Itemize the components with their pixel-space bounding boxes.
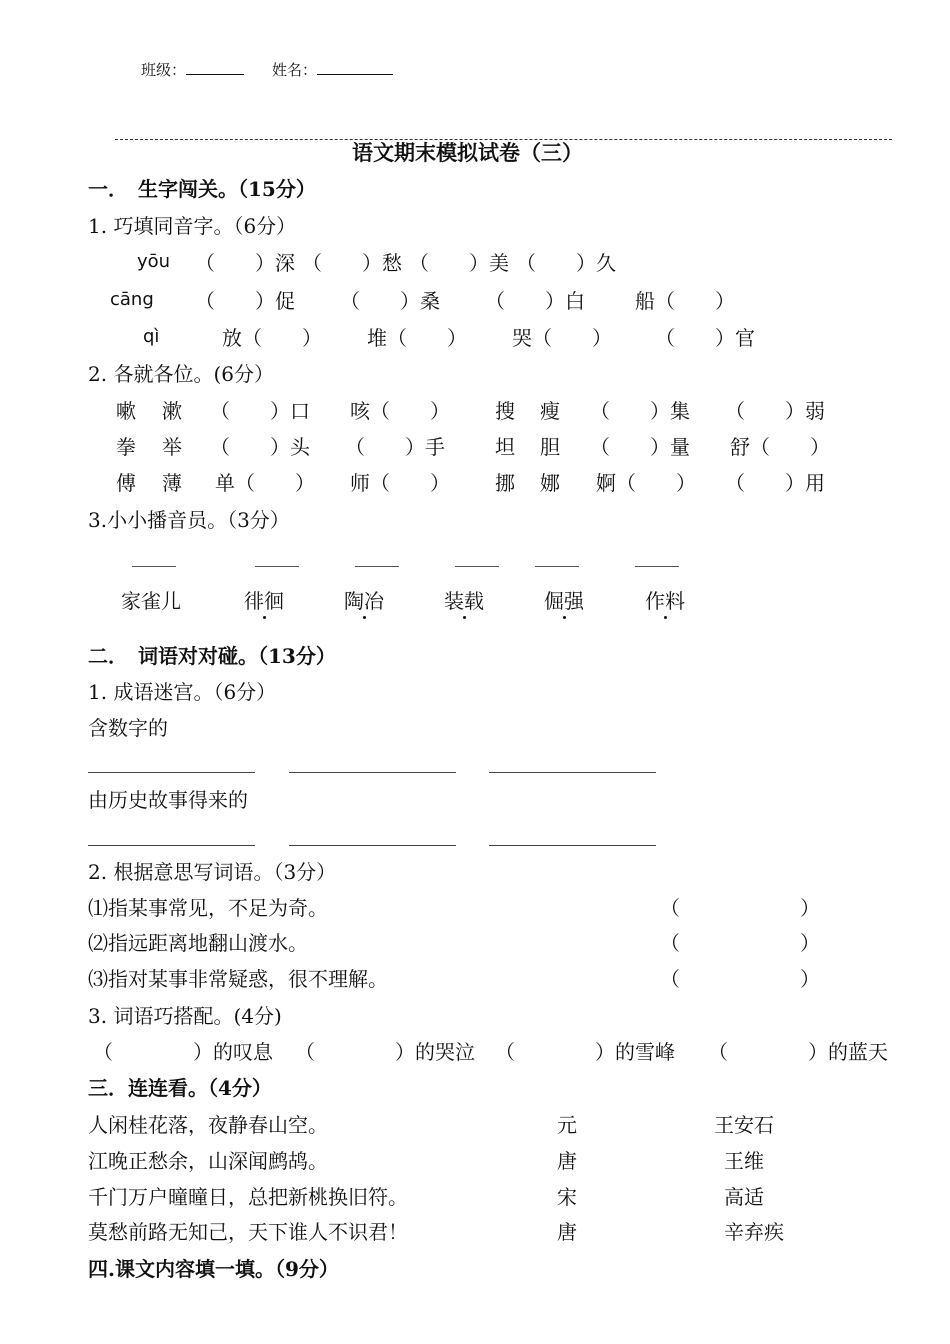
idiom-blank[interactable] [489,772,656,773]
char: 拳 [116,435,136,459]
q1-r2-item[interactable]: 船（ ） [635,289,735,313]
class-label: 班级： [141,61,187,79]
broadcast-word [645,591,685,611]
s2-q3-title: 3. 词语巧搭配。(4分) [88,1004,282,1028]
word-part: 陶冶 [344,589,384,613]
match-word: 的叹息 [213,1040,273,1064]
poem-line[interactable]: 莫愁前路无知己，天下谁人不识君！ [88,1220,408,1244]
idiom-blank[interactable] [289,772,456,773]
q1-r2-item[interactable]: （ ）桑 [340,289,440,313]
meaning-item: ⑴指某事常见，不足为奇。 [88,896,328,920]
q2-r3-item[interactable]: 婀（ ） [596,471,696,495]
s1-q3-title: 3.小小播音员。（3分） [88,508,290,532]
match-item [295,1042,475,1062]
s2-q1-title: 1. 成语迷宫。（6分） [88,680,277,704]
q1-r3-item[interactable]: 哭（ ） [512,326,612,350]
idiom-blank[interactable] [88,772,255,773]
meaning-item: ⑶指对某事非常疑惑，很不理解。 [88,967,388,991]
pinyin-you: yōu [137,251,171,272]
char: 娜 [540,471,560,495]
idiom-category: 由历史故事得来的 [88,788,248,812]
match-word: 的蓝天 [828,1040,888,1064]
section2-heading: 二． 词语对对碰。（13分） [88,644,336,668]
poet[interactable]: 高适 [724,1185,764,1209]
q1-r3-item[interactable]: （ ）官 [655,326,755,350]
match-word: 的哭泣 [415,1040,475,1064]
broadcast-word [544,591,584,611]
broadcast-word [244,591,284,611]
word-part: 家雀儿 [121,589,181,613]
q1-r1-item[interactable]: （ ）愁 [302,251,402,275]
class-field [141,60,244,78]
answer-paren[interactable]: （ ） [93,1040,213,1064]
char: 坦 [495,435,515,459]
char: 搜 [495,399,515,423]
page-title: 语文期末模拟试卷（三） [352,140,583,165]
answer-paren[interactable]: （ ） [295,1040,415,1064]
char: 嗽 [116,399,136,423]
q1-r3-item[interactable]: 堆（ ） [367,326,467,350]
match-item [93,1042,273,1062]
q2-r2-item[interactable]: （ ）手 [345,435,445,459]
q2-r2-item[interactable]: 舒（ ） [730,435,830,459]
pinyin-blank[interactable] [255,566,299,567]
name-blank[interactable] [317,60,393,75]
meaning-item: ⑵指远距离地翻山渡水。 [88,931,308,955]
match-item [708,1042,888,1062]
q1-r1-item[interactable]: （ ）美 [409,251,509,275]
q1-r3-item[interactable]: 放（ ） [222,326,322,350]
q2-r1-item[interactable]: （ ）弱 [725,399,825,423]
q1-r1-item[interactable]: （ ）久 [516,251,616,275]
word-part: 徘徊 [244,589,284,613]
pinyin-cang: cāng [110,289,154,310]
poet[interactable]: 辛弃疾 [724,1220,784,1244]
q1-r2-item[interactable]: （ ）促 [195,289,295,313]
answer-paren[interactable]: （ ） [495,1040,615,1064]
word-part: 装载 [444,589,484,613]
q2-r1-item[interactable]: （ ）集 [590,399,690,423]
class-blank[interactable] [186,60,244,75]
section1-heading: 一． 生字闯关。（15分） [88,177,316,201]
broadcast-word [121,591,181,611]
dynasty[interactable]: 唐 [557,1220,577,1244]
poem-line[interactable]: 江晚正愁余，山深闻鹧鸪。 [88,1149,328,1173]
q2-r3-item[interactable]: （ ）用 [725,471,825,495]
broadcast-word [444,591,484,611]
idiom-blank[interactable] [489,845,656,846]
q2-r3-item[interactable]: 师（ ） [350,471,450,495]
name-label: 姓名： [272,61,318,79]
dynasty[interactable]: 宋 [557,1185,577,1209]
char: 傅 [116,471,136,495]
poem-line[interactable]: 人闲桂花落，夜静春山空。 [88,1113,328,1137]
char: 举 [162,435,182,459]
char: 瘦 [540,399,560,423]
section4-heading: 四.课文内容填一填。（9分） [88,1257,339,1281]
q2-r2-item[interactable]: （ ）头 [210,435,310,459]
pinyin-blank[interactable] [635,566,679,567]
dynasty[interactable]: 唐 [557,1149,577,1173]
name-field [272,60,393,78]
poem-line[interactable]: 千门万户曈曈日，总把新桃换旧符。 [88,1185,408,1209]
answer-paren[interactable]: （ ） [660,896,820,920]
broadcast-word [344,591,384,611]
poet[interactable]: 王安石 [714,1113,774,1137]
idiom-blank[interactable] [88,845,255,846]
match-item [495,1042,675,1062]
char: 挪 [495,471,515,495]
char: 漱 [162,399,182,423]
pinyin-blank[interactable] [455,566,499,567]
match-word: 的雪峰 [615,1040,675,1064]
poet[interactable]: 王维 [724,1149,764,1173]
char: 薄 [162,471,182,495]
s2-q2-title: 2. 根据意思写词语。（3分） [88,860,337,884]
q2-r2-item[interactable]: （ ）量 [590,435,690,459]
dynasty[interactable]: 元 [557,1113,577,1137]
answer-paren[interactable]: （ ） [660,931,820,955]
q1-r1-item[interactable]: （ ）深 [195,251,295,275]
s1-q1-title: 1. 巧填同音字。（6分） [88,214,297,238]
word-part: 倔强 [544,589,584,613]
word-part: 作料 [645,589,685,613]
char: 胆 [540,435,560,459]
pinyin-blank[interactable] [132,566,176,567]
pinyin-blank[interactable] [355,566,399,567]
answer-paren[interactable]: （ ） [708,1040,828,1064]
section3-heading: 三．连连看。（4分） [88,1076,272,1100]
answer-paren[interactable]: （ ） [660,967,820,991]
pinyin-qi: qì [143,326,160,347]
q2-r1-item[interactable]: 咳（ ） [350,399,450,423]
q1-r2-item[interactable]: （ ）白 [485,289,585,313]
s1-q2-title: 2. 各就各位。(6分） [88,362,274,386]
q2-r3-item[interactable]: 单（ ） [215,471,315,495]
idiom-blank[interactable] [289,845,456,846]
pinyin-blank[interactable] [535,566,579,567]
idiom-category: 含数字的 [88,716,168,740]
q2-r1-item[interactable]: （ ）口 [210,399,310,423]
